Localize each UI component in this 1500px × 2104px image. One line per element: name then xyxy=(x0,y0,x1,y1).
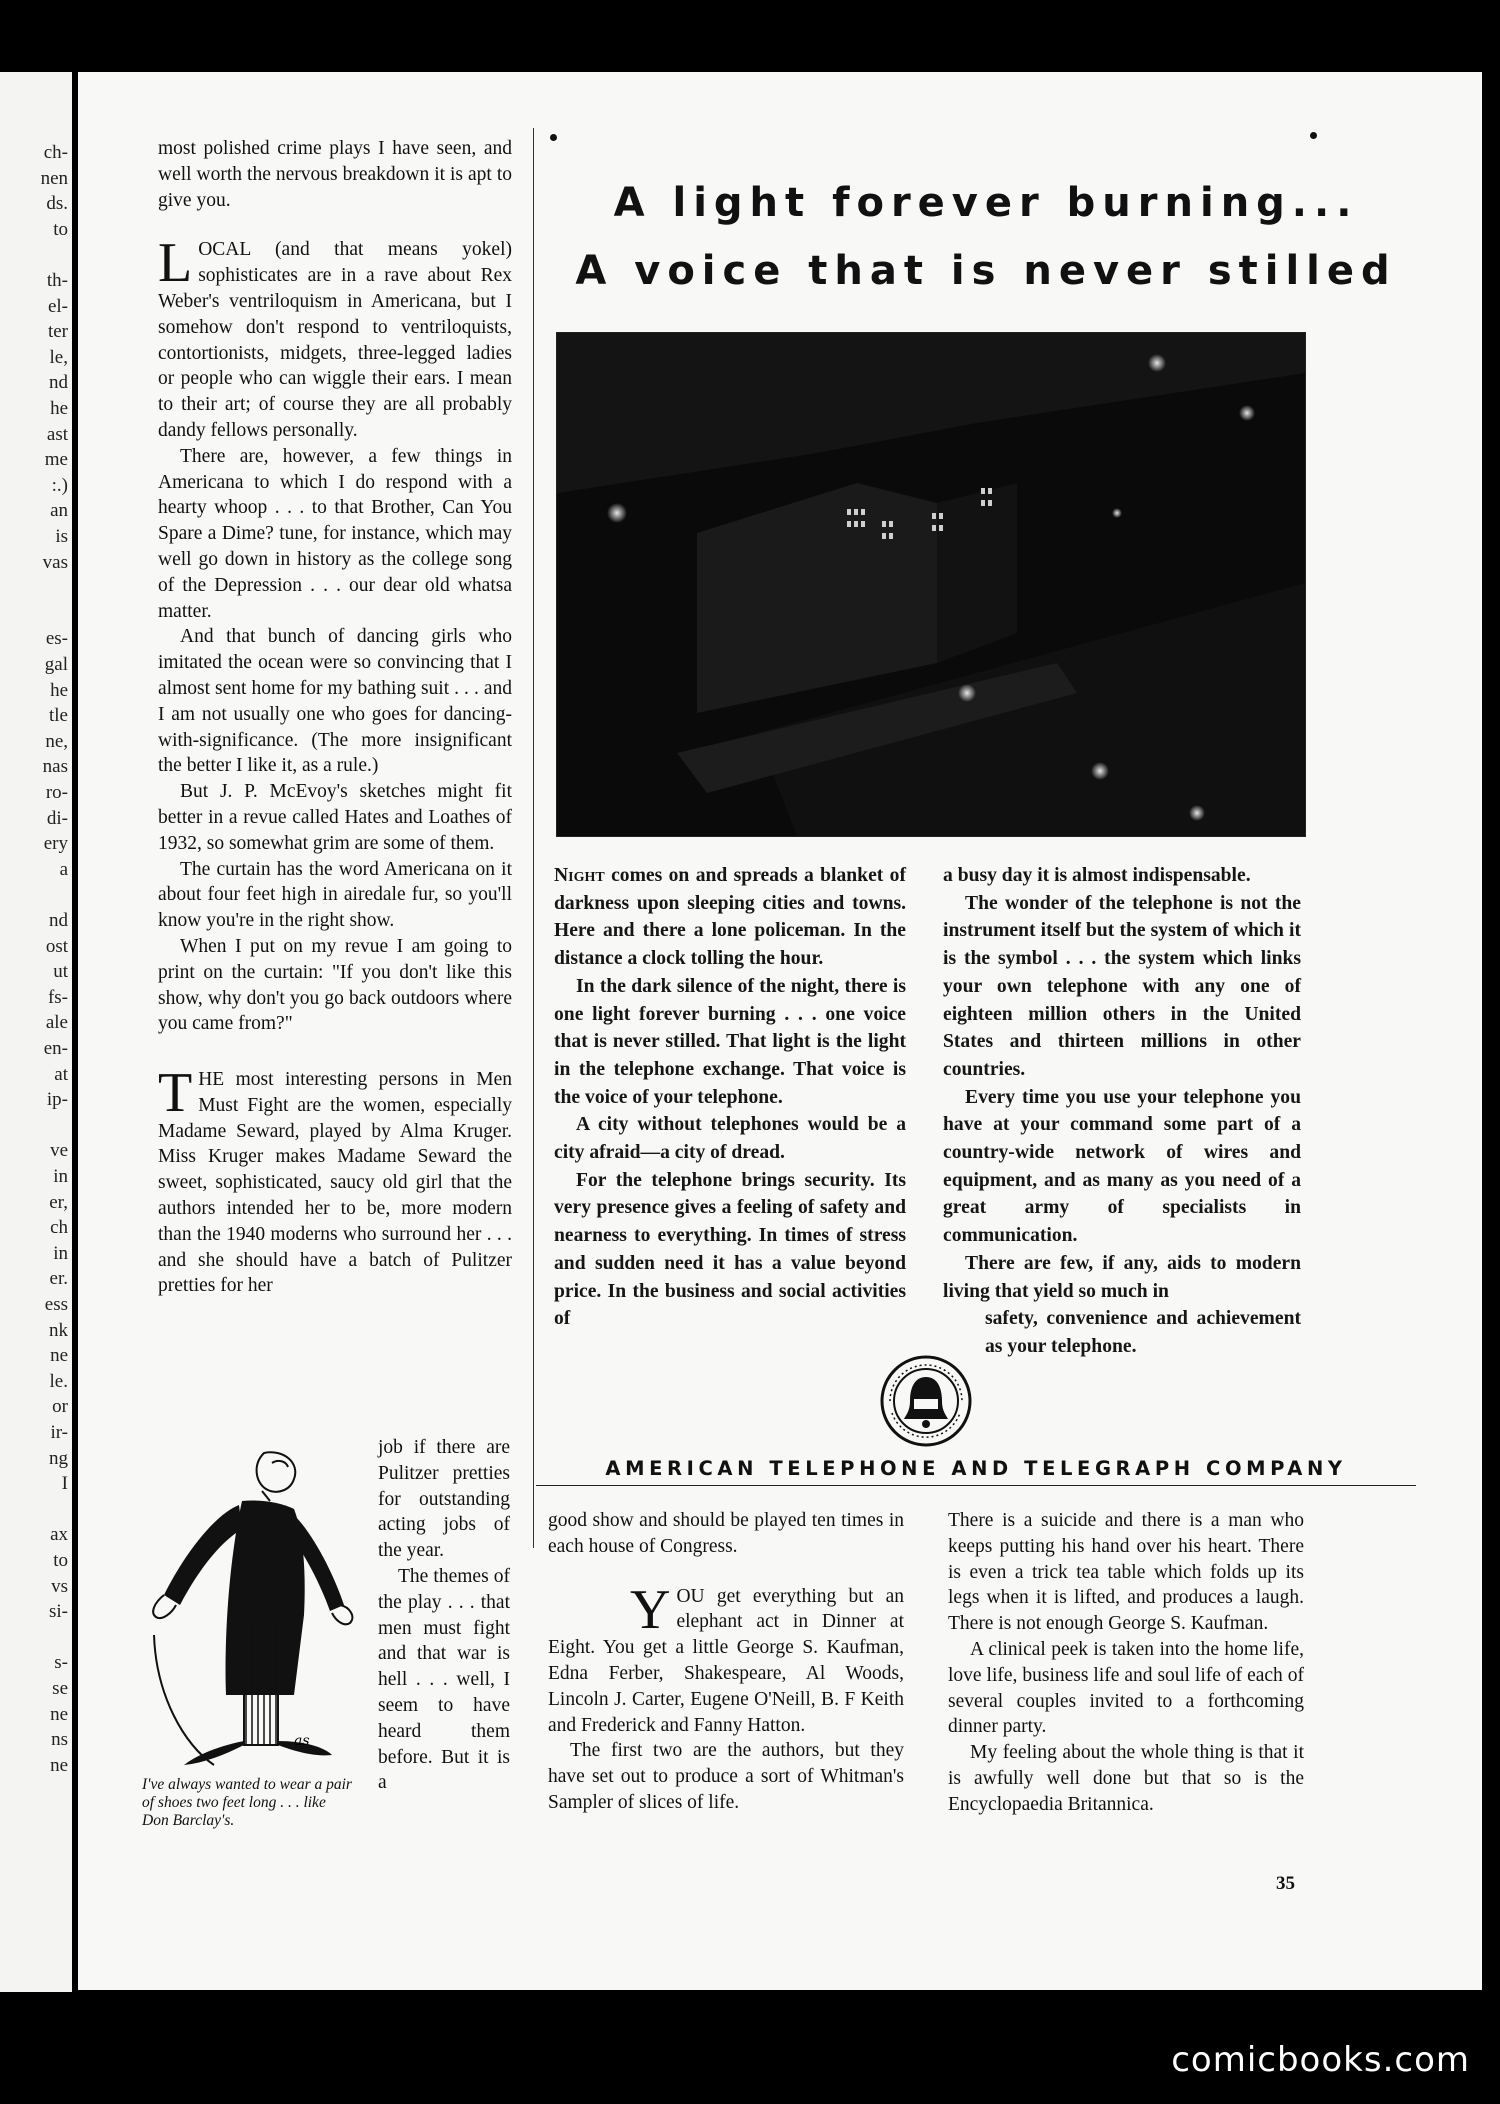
review-paragraph: When I put on my revue I am going to print on the curtain: "If you don't like this show, why don't you go back outdoors where you came from?" xyxy=(158,935,512,1035)
review-paragraph: most polished crime plays I have seen, and well worth the nervous breakdown it is apt to give you. xyxy=(158,138,512,211)
previous-page-fragment: en- xyxy=(43,1038,68,1059)
review-paragraph: But J. P. McEvoy's sketches might fit better in a revue called Hates and Loathes of 1932, so somewhat grim are some of them. xyxy=(158,781,512,854)
review-paragraph: My feeling about the whole thing is that it is awfully well done but that so is the Encyclopaedia Britannica. xyxy=(948,1742,1304,1815)
review-wrap-column xyxy=(378,1435,510,1796)
review-paragraph: good show and should be played ten times in each house of Congress. xyxy=(548,1510,904,1557)
register-dot xyxy=(550,134,557,141)
previous-page-fragment: th- xyxy=(46,270,68,291)
previous-page-fragment: ax xyxy=(50,1524,68,1546)
drop-cap: Y xyxy=(630,1578,671,1641)
previous-page-fragment: to xyxy=(53,1550,68,1571)
previous-page-fragment: fs- xyxy=(47,986,68,1008)
previous-page-fragment: se xyxy=(52,1678,68,1699)
previous-page-fragment: nd xyxy=(49,910,68,931)
previous-page-fragment: le, xyxy=(49,346,68,368)
previous-page-fragment: at xyxy=(54,1063,68,1085)
ad-paragraph: A city without telephones would be a city afraid—a city of dread. xyxy=(554,1114,906,1164)
ad-paragraph: Night comes on and spreads a blanket of darkness upon sleeping cities and towns. Here and there a lone policeman. In the distance a clock tolling the hour. xyxy=(554,865,906,970)
previous-page-fragment: er, xyxy=(49,1191,68,1213)
page-number: 35 xyxy=(1276,1873,1295,1894)
previous-page-fragment: ale xyxy=(45,1012,68,1034)
previous-page-fragment: to xyxy=(53,218,68,240)
previous-page-fragment: a xyxy=(59,858,68,880)
ad-bottom-rule xyxy=(536,1485,1416,1486)
previous-page-fragment: si- xyxy=(49,1601,68,1623)
previous-page-fragment: el- xyxy=(47,295,68,317)
previous-page-fragment: ast xyxy=(46,423,68,445)
review-column-right xyxy=(948,1508,1304,1818)
ad-paragraph: In the dark silence of the night, there is one light forever burning . . . one voice that is never stilled. That light is the light in the telephone exchange. That voice is the voice of your telephone. xyxy=(554,975,906,1108)
review-paragraph: The first two are the authors, but they have set out to produce a sort of Whitman's Sampler of slices of life. xyxy=(548,1740,904,1813)
night-city-photo xyxy=(556,332,1306,837)
site-watermark: comicbooks.com xyxy=(1171,2040,1470,2080)
previous-page-fragment: ess xyxy=(44,1294,68,1315)
ad-body-right xyxy=(943,862,1301,1361)
previous-page-fragment: ne xyxy=(50,1703,68,1725)
ad-paragraph: safety, convenience and achievement as your telephone. xyxy=(985,1308,1301,1357)
previous-page-fragment: :.) xyxy=(51,474,68,496)
previous-page-fragment: ds. xyxy=(46,193,68,215)
review-paragraph: YOU get everything but an elephant act in Dinner at Eight. You get a little George S. Kaufman, Edna Ferber, Shakespeare, Al Woods, Lincoln J. Carter, Eugene O'Neill, B. F Keith and Frederick and Fanny Hatton. xyxy=(548,1578,904,1736)
previous-page-fragment: es- xyxy=(45,628,68,650)
review-paragraph: There is a suicide and there is a man who keeps putting his hand over his heart. There is even a trick tea table which folds up its legs when it is lifted, and produces a laugh. There is not enough George S. Kaufman. xyxy=(948,1510,1304,1635)
previous-page-fragment: ns xyxy=(51,1729,68,1751)
previous-page-fragment: ne xyxy=(50,1754,68,1776)
previous-page-fragment: ne xyxy=(50,1345,68,1367)
ad-company-name: AMERICAN TELEPHONE AND TELEGRAPH COMPANY xyxy=(605,1457,1347,1480)
previous-page-fragment: ch- xyxy=(43,142,68,163)
previous-page-fragment: ro- xyxy=(45,782,68,803)
previous-page-fragment: gal xyxy=(44,654,68,675)
previous-page-fragment: he xyxy=(50,679,68,701)
previous-page-fragment: le. xyxy=(49,1370,68,1392)
previous-page-fragment: nen xyxy=(40,167,68,189)
previous-page-fragment: ir- xyxy=(50,1422,68,1443)
review-column-left xyxy=(158,136,512,1299)
previous-page-fragment: s- xyxy=(54,1652,68,1674)
ad-body-left xyxy=(554,862,906,1333)
previous-page-fragment: me xyxy=(44,449,68,471)
ad-paragraph: For the telephone brings security. Its very presence gives a feeling of safety and nearness to everything. In times of stress and sudden need it has a value beyond price. In the business and social activities of xyxy=(554,1169,906,1330)
previous-page-fragment: ost xyxy=(45,935,68,957)
review-paragraph: LOCAL (and that means yokel) sophisticates are in a rave about Rex Weber's ventriloquism in Americana, but I somehow don't respond to ventriloquists, contortionists, midgets, three-legged ladies or people who can wiggle their ears. I mean to their art; of course they are all probably dandy fellows personally. xyxy=(158,232,512,441)
review-paragraph: job if there are Pulitzer pretties for outstanding acting jobs of the year. xyxy=(378,1437,510,1562)
previous-page-fragment: ut xyxy=(53,961,68,983)
previous-page-fragment: ch xyxy=(50,1217,68,1239)
previous-page-fragment: ter xyxy=(47,321,68,343)
review-paragraph: The curtain has the word Americana on it about four feet high in airedale fur, so you'll know you're in the right show. xyxy=(158,858,512,932)
previous-page-fragment: di- xyxy=(46,807,68,829)
column-divider xyxy=(533,128,534,1548)
review-paragraph: A clinical peek is taken into the home life, love life, business life and soul life of each of several couples invited to a forthcoming dinner party. xyxy=(948,1638,1304,1738)
previous-page-fragment: in xyxy=(53,1166,68,1187)
previous-page-fragment: ery xyxy=(43,833,68,855)
cartoon-caption: I've always wanted to wear a pair of shoes two feet long . . . like Don Barclay's. xyxy=(142,1776,352,1829)
previous-page-fragment: vs xyxy=(51,1575,68,1597)
svg-text:as: as xyxy=(294,1733,310,1749)
review-paragraph: There are, however, a few things in Americana to which I do respond with a hearty whoop . . . to that Brother, Can You Spare a Dime? tune, for instance, which may well go down in history as the college song of the Depression . . . our dear old whatsa matter. xyxy=(158,445,512,622)
previous-page-fragment: he xyxy=(50,398,68,419)
bell-system-seal-icon xyxy=(880,1355,972,1447)
review-column-middle xyxy=(548,1508,904,1816)
ad-paragraph: Every time you use your telephone you have at your command some part of a country-wide network of wires and equipment, and as many as you need of a great army of specialists in communication. xyxy=(943,1086,1301,1247)
ad-paragraph: a busy day it is almost indispensable. xyxy=(943,865,1251,886)
ad-paragraph: The wonder of the telephone is not the instrument itself but the system of which it is the symbol . . . the system which links your own telephone with any one of eighteen million others in the United States and thirteen millions in other countries. xyxy=(943,892,1301,1080)
previous-page-fragment: I xyxy=(61,1473,68,1495)
previous-page-fragment: or xyxy=(52,1396,68,1418)
previous-page-fragment: er. xyxy=(49,1268,68,1290)
drop-cap: T xyxy=(158,1062,193,1125)
review-paragraph: THE most interesting persons in Men Must Fight are the women, especially Madame Seward, played by Alma Kruger. Miss Kruger makes Madame Seward the sweet, sophisticated, saucy old girl that the authors intended her to be, more modern than the 1940 moderns who surround her . . . and she should have a batch of Pulitzer pretties for her xyxy=(158,1062,512,1297)
cartoon-illustration xyxy=(144,1445,374,1773)
previous-page-fragment: ne, xyxy=(45,730,68,752)
previous-page-fragment: vas xyxy=(42,551,68,573)
previous-page-fragment: nd xyxy=(49,372,68,394)
magazine-page xyxy=(78,72,1482,1990)
previous-page-fragment: tle xyxy=(49,705,68,727)
previous-page-fragment: ng xyxy=(49,1447,68,1469)
previous-page-fragment: in xyxy=(53,1242,68,1264)
previous-page-fragment: ve xyxy=(50,1140,68,1162)
previous-page-edge xyxy=(0,72,72,1992)
previous-page-fragment: ip- xyxy=(46,1089,68,1111)
review-paragraph: The themes of the play . . . that men must fight and that war is hell . . . well, I seem to have heard them before. But it is a xyxy=(378,1565,510,1794)
ad-headline-line-2: A voice that is never stilled xyxy=(575,248,1397,294)
review-paragraph: And that bunch of dancing girls who imitated the ocean were so convincing that I almost sent home for my bathing suit . . . and I am not usually one who goes for dancing-with-significance. (The more insignificant the better I like it, as a rule.) xyxy=(158,626,512,777)
previous-page-fragment: an xyxy=(50,500,68,522)
previous-page-fragment: nk xyxy=(49,1319,68,1341)
register-dot xyxy=(1310,132,1317,139)
ad-paragraph: There are few, if any, aids to modern living that yield so much in xyxy=(943,1252,1301,1302)
previous-page-fragment: is xyxy=(55,526,68,547)
previous-page-fragment: nas xyxy=(42,756,68,778)
drop-cap: L xyxy=(158,232,193,295)
ad-headline-line-1: A light forever burning... xyxy=(613,180,1359,226)
